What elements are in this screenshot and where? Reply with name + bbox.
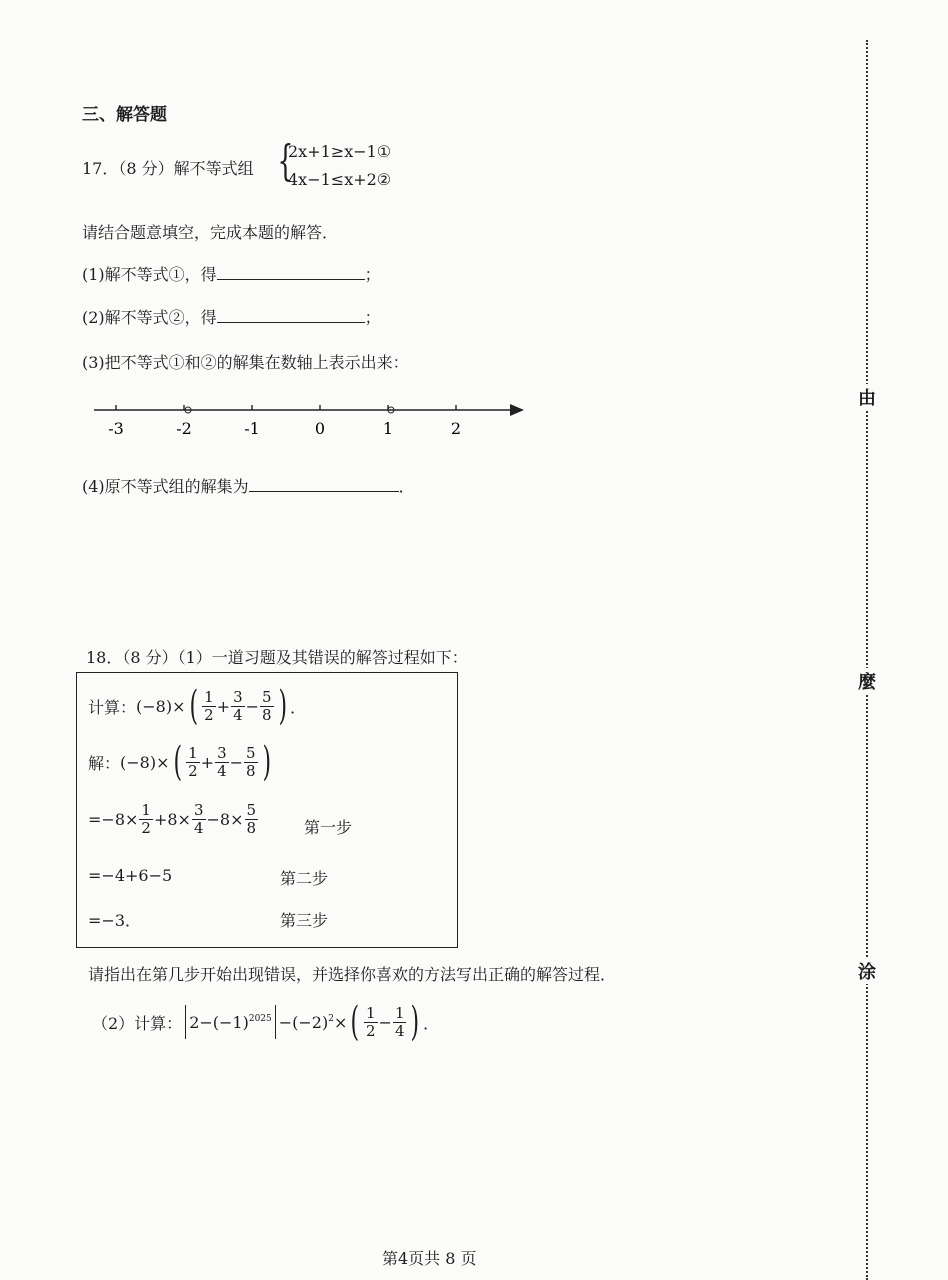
number-line-label: -3 — [108, 419, 124, 438]
calc-expr-pre: (−8)× — [136, 696, 186, 716]
frac-c: $\frac{5}{8}$ — [262, 687, 272, 724]
q18-step2-line: =−4+6−5 — [88, 866, 173, 885]
calc-label: 计算： — [88, 697, 137, 717]
side-mark-1: 由 — [858, 384, 876, 410]
q17-step4-prefix: (4)原不等式组的解集为 — [82, 477, 249, 496]
frac-b: $\frac{3}{4}$ — [233, 687, 243, 724]
q18-solution-line: 解： (−8)× ( $\frac{1}{2}$ + $\frac{3}{4}$ − $\frac{5}{8}$ ) — [88, 739, 271, 785]
q18-calc-line: 计算： (−8)× ( $\frac{1}{2}$ + $\frac{3}{4}$ − $\frac{5}{8}$ ) ． — [88, 683, 307, 729]
q17-brace: { — [277, 136, 294, 185]
q17-inequality-2: 4x−1≤x+2② — [288, 170, 392, 189]
q17-step1-suffix: ； — [364, 265, 381, 284]
frac-a: $\frac{1}{2}$ — [204, 687, 214, 724]
q17-instruction: 请结合题意填空，完成本题的解答． — [82, 223, 339, 242]
q18-stem: 18．（8 分）（1）一道习题及其错误的解答过程如下： — [86, 648, 468, 667]
q17-step2-prefix: (2)解不等式②，得 — [82, 308, 217, 327]
number-line-label: 2 — [450, 419, 462, 438]
q18-step3-line: =−3． — [88, 911, 141, 930]
binding-line — [866, 40, 868, 1280]
q17-step2-suffix: ； — [364, 308, 381, 327]
step1-label: 第一步 — [304, 818, 353, 837]
q17-step4-blank[interactable] — [249, 477, 399, 492]
number-line-label: 1 — [382, 419, 394, 438]
section-title: 三、解答题 — [82, 105, 167, 125]
number-line-arrow — [510, 404, 524, 416]
q17-step3: (3)把不等式①和②的解集在数轴上表示出来： — [82, 353, 409, 372]
side-mark-2: 麼 — [858, 668, 876, 694]
q17-step2 — [82, 305, 381, 328]
q17-stem: 17．（8 分）解不等式组 — [82, 159, 254, 178]
side-mark-3: 涂 — [858, 958, 876, 984]
number-line — [88, 398, 538, 442]
q17-inequality-1: 2x+1≥x−1① — [288, 142, 392, 161]
number-line-label: -2 — [176, 419, 192, 438]
q18-part2: （2）计算： 2−(−1) 2025 −(−2) 2 × ( $\frac{1}{2}$ − $\frac{1}{4}$ ) ． — [92, 999, 440, 1045]
q17-step1 — [82, 262, 381, 285]
number-line-label: -1 — [244, 419, 260, 438]
step2-label: 第二步 — [280, 869, 329, 888]
page-footer: 第4页共 8 页 — [382, 1249, 477, 1268]
q17-step2-blank[interactable] — [217, 308, 365, 323]
q17-step1-blank[interactable] — [217, 265, 365, 280]
q18-question: 请指出在第几步开始出现错误，并选择你喜欢的方法写出正确的解答过程． — [88, 965, 617, 984]
q17-step1-prefix: (1)解不等式①，得 — [82, 265, 217, 284]
step3-label: 第三步 — [280, 911, 329, 930]
q17-step4-suffix: ． — [398, 477, 415, 496]
q18-step1-line: =−8× $\frac{1}{2}$ +8× $\frac{3}{4}$ −8× $\frac{5}{8}$ — [88, 801, 257, 837]
sol-label: 解： — [88, 753, 121, 773]
q17-step4 — [82, 474, 415, 497]
number-line-label: 0 — [314, 419, 326, 438]
